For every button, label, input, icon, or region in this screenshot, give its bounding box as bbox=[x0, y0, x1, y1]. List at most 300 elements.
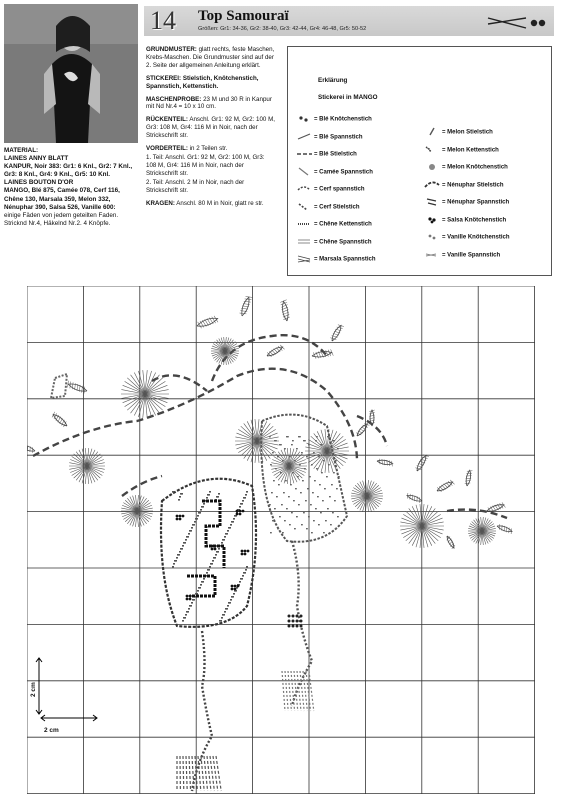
pine-needle-cluster bbox=[422, 526, 438, 541]
legend-subtitle: Stickerei in MANGO bbox=[318, 94, 378, 101]
tassel-fringe bbox=[285, 671, 288, 711]
lantern-stitch bbox=[188, 608, 190, 610]
lantern-stitch bbox=[185, 614, 187, 616]
pine-needle-cluster bbox=[241, 441, 257, 456]
pine-needle-cluster bbox=[257, 426, 273, 441]
material-line-1: KANPUR, Noir 383: Gr1: 6 Knl., Gr2: 7 Knl., Gr3: 8 Knl., Gr4: 9 Knl., Gr5: 10 Knl. bbox=[4, 163, 133, 179]
lantern-stitch bbox=[313, 452, 315, 453]
lantern-stitch bbox=[290, 484, 292, 485]
lantern-stitch bbox=[295, 488, 297, 489]
lantern-stitch bbox=[180, 548, 182, 550]
french-knot bbox=[288, 625, 291, 628]
stickerei-heading: STICKEREI: bbox=[146, 74, 182, 82]
instructions-section bbox=[146, 46, 276, 212]
lantern-stitch bbox=[206, 497, 208, 499]
lantern-stitch bbox=[180, 493, 182, 495]
material-line-2: MANGO, Blé 875, Camée 078, Cerf 116, Chêne 130, Marsala 359, Melon 332, Nénuphar 390, Salsa 526, Vanille 600: bbox=[4, 187, 120, 211]
lantern-stitch bbox=[289, 456, 291, 457]
lantern-stitch bbox=[219, 620, 221, 622]
stitch-symbol-icon bbox=[296, 237, 312, 247]
leaf bbox=[196, 315, 219, 329]
lantern-stitch bbox=[285, 480, 287, 481]
lantern-stitch bbox=[207, 569, 209, 571]
lantern-stitch bbox=[296, 448, 298, 449]
lantern-stitch bbox=[330, 524, 332, 525]
lantern-stitch bbox=[243, 497, 245, 499]
lantern-stitch bbox=[322, 500, 324, 501]
lantern-stitch bbox=[323, 460, 325, 461]
leaf bbox=[436, 479, 455, 493]
lantern-stitch bbox=[298, 504, 300, 505]
french-knot bbox=[179, 518, 182, 521]
pattern-title: Top Samouraï bbox=[198, 8, 289, 24]
lantern-stitch bbox=[301, 524, 303, 525]
french-knot bbox=[214, 548, 217, 551]
legend-item-left bbox=[296, 237, 372, 247]
stickerei-text: Stielstich, Knötchenstich, Spannstich, Kettenstich. bbox=[146, 74, 259, 90]
tassel-fringe bbox=[192, 756, 194, 791]
pine-needle-cluster bbox=[257, 441, 273, 456]
lantern-stitch bbox=[183, 542, 185, 544]
lantern-stitch bbox=[227, 605, 229, 607]
legend-title: Erklärung bbox=[318, 77, 348, 84]
legend-item-left bbox=[296, 132, 363, 142]
legend-label: = Vanille Knötchenstich bbox=[442, 234, 510, 241]
lantern-stitch bbox=[269, 504, 271, 505]
lantern-stitch bbox=[292, 472, 294, 473]
french-knot bbox=[242, 510, 245, 513]
knitting-needles-icon bbox=[486, 14, 546, 32]
lantern-stitch bbox=[305, 500, 307, 501]
embroidery-chart bbox=[27, 286, 535, 796]
lantern-stitch bbox=[185, 539, 187, 541]
lantern-stitch bbox=[328, 464, 330, 465]
lantern-stitch bbox=[286, 508, 288, 509]
lantern-stitch bbox=[246, 566, 248, 568]
lantern-stitch bbox=[188, 533, 190, 535]
leaf bbox=[239, 295, 252, 317]
lantern-stitch bbox=[315, 440, 317, 441]
french-knot bbox=[234, 585, 237, 588]
lantern-stitch bbox=[294, 460, 296, 461]
french-knot bbox=[231, 585, 234, 588]
legend-item-left bbox=[296, 114, 372, 124]
lantern-stitch bbox=[311, 532, 313, 533]
lantern-stitch bbox=[331, 484, 333, 485]
lantern-stitch bbox=[203, 503, 205, 505]
lantern-stitch bbox=[328, 436, 330, 437]
lantern-stitch bbox=[270, 532, 272, 533]
legend-label: = Melon Stielstich bbox=[442, 129, 493, 136]
lantern-stitch bbox=[225, 608, 227, 610]
stitch-symbol-icon bbox=[296, 132, 312, 142]
lantern-stitch bbox=[301, 452, 303, 453]
french-knot bbox=[296, 615, 299, 618]
lantern-stitch bbox=[277, 456, 279, 457]
lantern-stitch bbox=[325, 448, 327, 449]
lantern-stitch bbox=[172, 491, 174, 493]
lantern-stitch bbox=[272, 452, 274, 453]
tassel-fringe bbox=[282, 671, 285, 711]
material-brand-2: LAINES BOUTON D'OR bbox=[4, 179, 74, 187]
lantern-stitch bbox=[316, 468, 318, 469]
french-knot bbox=[186, 595, 189, 598]
lantern-stitch bbox=[338, 476, 340, 477]
lantern-stitch bbox=[222, 539, 224, 541]
leaf bbox=[266, 344, 285, 358]
leaf bbox=[51, 374, 67, 398]
legend-item-right bbox=[424, 145, 499, 155]
lantern-stitch bbox=[245, 569, 247, 571]
legend-label: = Blé Spannstich bbox=[314, 134, 363, 141]
lantern-stitch bbox=[335, 460, 337, 461]
lantern-stitch bbox=[176, 557, 178, 559]
scale-vertical-label: 2 cm bbox=[30, 682, 37, 697]
stitch-symbol-icon bbox=[424, 145, 440, 155]
lantern-stitch bbox=[329, 496, 331, 497]
lantern-stitch bbox=[311, 464, 313, 465]
french-knot bbox=[214, 545, 217, 548]
lantern-stitch bbox=[186, 611, 188, 613]
branch-stem bbox=[152, 375, 207, 391]
lantern-stitch bbox=[243, 572, 245, 574]
leaf bbox=[66, 381, 88, 394]
lantern-stitch bbox=[218, 548, 220, 550]
lantern-stitch bbox=[173, 563, 175, 565]
french-knot bbox=[189, 595, 192, 598]
lantern-stitch bbox=[310, 504, 312, 505]
lantern-stitch bbox=[293, 500, 295, 501]
lantern-stitch bbox=[203, 578, 205, 580]
lantern-stitch bbox=[321, 444, 323, 445]
lantern-stitch bbox=[242, 500, 244, 502]
lantern-stitch bbox=[303, 512, 305, 513]
lantern-stitch bbox=[224, 536, 226, 538]
french-knot bbox=[217, 545, 220, 548]
lantern-stitch bbox=[222, 614, 224, 616]
stitch-symbol-icon bbox=[424, 127, 440, 137]
lantern-stitch bbox=[230, 599, 232, 601]
lantern-stitch bbox=[209, 566, 211, 568]
pine-needle-cluster bbox=[406, 511, 422, 526]
stitch-symbol-icon bbox=[296, 184, 312, 194]
lantern-kanji bbox=[187, 576, 215, 596]
lantern-stitch bbox=[239, 581, 241, 583]
lantern-stitch bbox=[304, 468, 306, 469]
legend-item-left bbox=[296, 219, 372, 229]
lantern-stitch bbox=[191, 527, 193, 529]
french-knot bbox=[292, 620, 295, 623]
lantern-stitch bbox=[191, 602, 193, 604]
legend-item-left bbox=[296, 149, 357, 159]
tassel-fringe bbox=[189, 756, 191, 791]
lantern-stitch bbox=[283, 492, 285, 493]
lantern-stitch bbox=[299, 464, 301, 465]
legend-label: = Camée Spannstich bbox=[314, 169, 373, 176]
french-knot bbox=[244, 553, 247, 556]
lantern-stitch bbox=[332, 512, 334, 513]
lantern-stitch bbox=[198, 587, 200, 589]
lantern-stitch bbox=[280, 472, 282, 473]
stitch-symbol-icon bbox=[296, 114, 312, 124]
lantern-stitch bbox=[284, 520, 286, 521]
branch-stem bbox=[122, 476, 162, 496]
pine-needle-cluster bbox=[127, 378, 145, 394]
kragen-text: Anschl. 80 M in Noir, glatt re str. bbox=[176, 199, 264, 207]
leaf bbox=[406, 493, 423, 503]
lantern-stitch bbox=[228, 602, 230, 604]
lantern-stitch bbox=[246, 491, 248, 493]
branch-stem bbox=[447, 510, 507, 518]
lantern-stitch bbox=[312, 492, 314, 493]
lantern-stitch bbox=[320, 512, 322, 513]
lantern-stitch bbox=[200, 509, 202, 511]
lantern-stitch bbox=[177, 554, 179, 556]
lantern-stitch bbox=[189, 605, 191, 607]
tassel-fringe bbox=[309, 671, 314, 711]
lantern-stitch bbox=[316, 436, 318, 437]
lantern-stitch bbox=[304, 440, 306, 441]
lantern-stitch bbox=[333, 440, 335, 441]
lantern-stitch bbox=[281, 504, 283, 505]
french-knot bbox=[288, 615, 291, 618]
material-title: MATERIAL: bbox=[4, 147, 39, 154]
french-knot bbox=[176, 515, 179, 518]
stitch-symbol-icon bbox=[296, 167, 312, 177]
french-knot bbox=[237, 585, 240, 588]
scale-vertical-arrow bbox=[36, 658, 42, 714]
leaf bbox=[329, 323, 343, 342]
legend-item-left bbox=[296, 167, 373, 177]
teil-1-text: 1. Teil: Anschl. Gr1: 92 M, Gr2: 100 M, Gr3: 108 M, Gr4: 116 M in Noir, nach der Strickschrift str. bbox=[146, 153, 265, 177]
french-knot bbox=[211, 545, 214, 548]
leaf bbox=[496, 523, 513, 533]
stitch-symbol-icon bbox=[424, 250, 440, 260]
lantern-stitch bbox=[302, 480, 304, 481]
stitch-symbol-icon bbox=[296, 254, 312, 264]
lantern-stitch bbox=[323, 532, 325, 533]
french-knot bbox=[247, 550, 250, 553]
french-knot bbox=[179, 515, 182, 518]
kragen-heading: KRAGEN: bbox=[146, 199, 175, 207]
pattern-number: 14 bbox=[150, 6, 176, 35]
lantern-stitch bbox=[172, 566, 174, 568]
lantern-stitch bbox=[182, 620, 184, 622]
lantern-stitch bbox=[276, 496, 278, 497]
lantern-stitch bbox=[327, 508, 329, 509]
lantern-stitch bbox=[216, 551, 218, 553]
french-knot bbox=[236, 513, 239, 516]
lantern-stitch bbox=[282, 460, 284, 461]
lantern-stitch bbox=[174, 560, 176, 562]
lantern-stitch bbox=[239, 506, 241, 508]
french-knot bbox=[300, 620, 303, 623]
lantern-stitch bbox=[288, 496, 290, 497]
lantern-stitch bbox=[291, 512, 293, 513]
pine-needle-cluster bbox=[241, 426, 257, 441]
maschenprobe-heading: MASCHENPROBE: bbox=[146, 95, 202, 103]
material-brand-1: LAINES ANNY BLATT bbox=[4, 155, 69, 163]
pine-needle-cluster bbox=[145, 394, 163, 410]
legend-label: = Nénuphar Stielstich bbox=[442, 182, 504, 189]
lantern-stitch bbox=[179, 496, 181, 498]
lantern-stitch bbox=[194, 521, 196, 523]
pine-needle-cluster bbox=[311, 436, 327, 451]
french-knot bbox=[186, 598, 189, 601]
legend-label: = Salsa Knötchenstich bbox=[442, 217, 507, 224]
legend-label: = Chêne Spannstich bbox=[314, 239, 372, 246]
legend-label: = Nénuphar Spannstich bbox=[442, 199, 510, 206]
model-photo bbox=[4, 4, 138, 143]
legend-item-right bbox=[424, 180, 504, 190]
pine-needle-cluster bbox=[422, 511, 438, 526]
lantern-stitch bbox=[210, 563, 212, 565]
grundmuster-heading: GRUNDMUSTER: bbox=[146, 46, 197, 53]
lantern-stitch bbox=[206, 572, 208, 574]
lantern-stitch bbox=[308, 516, 310, 517]
lantern-stitch bbox=[308, 444, 310, 445]
french-knot bbox=[241, 550, 244, 553]
lantern-stitch bbox=[269, 436, 271, 437]
lantern-outline bbox=[261, 415, 347, 542]
leaf bbox=[486, 502, 505, 514]
tassel-fringe bbox=[306, 671, 311, 711]
leaf bbox=[51, 412, 69, 428]
lantern-stitch bbox=[336, 488, 338, 489]
pattern-header bbox=[144, 6, 554, 36]
lantern-stitch bbox=[291, 444, 293, 445]
scale-horizontal-arrow bbox=[41, 715, 97, 721]
french-knot bbox=[231, 588, 234, 591]
stitch-symbol-icon bbox=[296, 149, 312, 159]
lantern-stitch bbox=[225, 533, 227, 535]
lantern-stitch bbox=[228, 527, 230, 529]
stitch-legend bbox=[287, 46, 552, 276]
lantern-stitch bbox=[198, 512, 200, 514]
lantern-stitch bbox=[287, 436, 289, 437]
french-knot bbox=[292, 625, 295, 628]
lantern-stitch bbox=[337, 516, 339, 517]
lantern-stitch bbox=[178, 499, 180, 501]
lantern-stitch bbox=[182, 545, 184, 547]
lantern-stitch bbox=[183, 617, 185, 619]
french-knot bbox=[288, 620, 291, 623]
lantern-stitch bbox=[242, 575, 244, 577]
french-knot bbox=[236, 510, 239, 513]
lantern-stitch bbox=[287, 468, 289, 469]
french-knot bbox=[296, 620, 299, 623]
lantern-stitch bbox=[270, 464, 272, 465]
lantern-stitch bbox=[233, 518, 235, 520]
lantern-stitch bbox=[209, 491, 211, 493]
french-knot bbox=[300, 615, 303, 618]
lantern-stitch bbox=[192, 524, 194, 526]
lantern-stitch bbox=[221, 542, 223, 544]
lantern-stitch bbox=[333, 472, 335, 473]
legend-label: = Blé Stielstich bbox=[314, 151, 357, 158]
lantern-stitch bbox=[240, 578, 242, 580]
lantern-stitch bbox=[325, 520, 327, 521]
lantern-stitch bbox=[189, 530, 191, 532]
lantern-stitch bbox=[318, 524, 320, 525]
lantern-stitch bbox=[309, 476, 311, 477]
legend-label: = Melon Kettenstich bbox=[442, 147, 499, 154]
lantern-stitch bbox=[207, 494, 209, 496]
french-knot bbox=[244, 550, 247, 553]
lantern-stitch bbox=[224, 611, 226, 613]
lantern-stitch bbox=[306, 528, 308, 529]
tassel-fringe bbox=[198, 756, 201, 791]
lantern-stitch bbox=[299, 436, 301, 437]
legend-item-left bbox=[296, 254, 376, 264]
lantern-stitch bbox=[296, 516, 298, 517]
lantern-stitch bbox=[272, 520, 274, 521]
stitch-symbol-icon bbox=[424, 180, 440, 190]
tassel-fringe bbox=[183, 756, 184, 791]
lantern-stitch bbox=[231, 521, 233, 523]
pine-needle-cluster bbox=[127, 394, 145, 410]
teil-2-text: 2. Teil: Anschl. 2 M in Noir, nach der Strickschrift str. bbox=[146, 178, 245, 194]
material-section bbox=[4, 147, 140, 228]
lantern-stitch bbox=[201, 581, 203, 583]
lantern-stitch bbox=[273, 480, 275, 481]
stitch-symbol-icon bbox=[424, 215, 440, 225]
lantern-stitch bbox=[218, 493, 220, 495]
rueckenteil-text: Anschl. Gr1: 92 M, Gr2: 100 M, Gr3: 108 M, Gr4: 116 M in Noir, nach der Strickschrift str. bbox=[146, 116, 275, 140]
lantern-stitch bbox=[324, 488, 326, 489]
french-knot bbox=[176, 518, 179, 521]
legend-label: = Blé Knötchenstich bbox=[314, 116, 372, 123]
legend-item-right bbox=[424, 215, 506, 225]
legend-label: = Cerf Stielstich bbox=[314, 204, 360, 211]
lantern-stitch bbox=[216, 496, 218, 498]
lantern-stitch bbox=[335, 528, 337, 529]
lantern-stitch bbox=[231, 596, 233, 598]
lantern-stitch bbox=[334, 500, 336, 501]
lantern-stitch bbox=[200, 584, 202, 586]
lantern-stitch bbox=[275, 440, 277, 441]
legend-item-right bbox=[424, 250, 500, 260]
stitch-symbol-icon bbox=[424, 232, 440, 242]
tassel-fringe bbox=[201, 756, 204, 791]
lantern-stitch bbox=[278, 484, 280, 485]
leaf bbox=[464, 470, 472, 487]
french-knot bbox=[182, 515, 185, 518]
maschenprobe-text: 23 M und 30 R in Kanpur mit Nd Nr.4 = 10 x 10 cm. bbox=[146, 95, 272, 111]
lantern-stitch bbox=[213, 557, 215, 559]
lantern-stitch bbox=[294, 528, 296, 529]
tassel-fringe bbox=[186, 756, 187, 791]
lantern-stitch bbox=[195, 518, 197, 520]
lantern-stitch bbox=[279, 516, 281, 517]
lantern-stitch bbox=[221, 617, 223, 619]
french-knot bbox=[239, 510, 242, 513]
lantern-stitch bbox=[179, 551, 181, 553]
french-knot bbox=[292, 615, 295, 618]
lantern-stitch bbox=[212, 560, 214, 562]
lantern-stitch bbox=[319, 484, 321, 485]
lantern-stitch bbox=[306, 456, 308, 457]
legend-label: = Cerf spannstich bbox=[314, 186, 365, 193]
lantern-stitch bbox=[317, 496, 319, 497]
lantern-stitch bbox=[245, 494, 247, 496]
lantern-stitch bbox=[314, 480, 316, 481]
french-knot bbox=[239, 513, 242, 516]
lantern-stitch bbox=[318, 456, 320, 457]
legend-item-left bbox=[296, 184, 365, 194]
lantern-stitch bbox=[292, 440, 294, 441]
lantern-stitch bbox=[300, 492, 302, 493]
